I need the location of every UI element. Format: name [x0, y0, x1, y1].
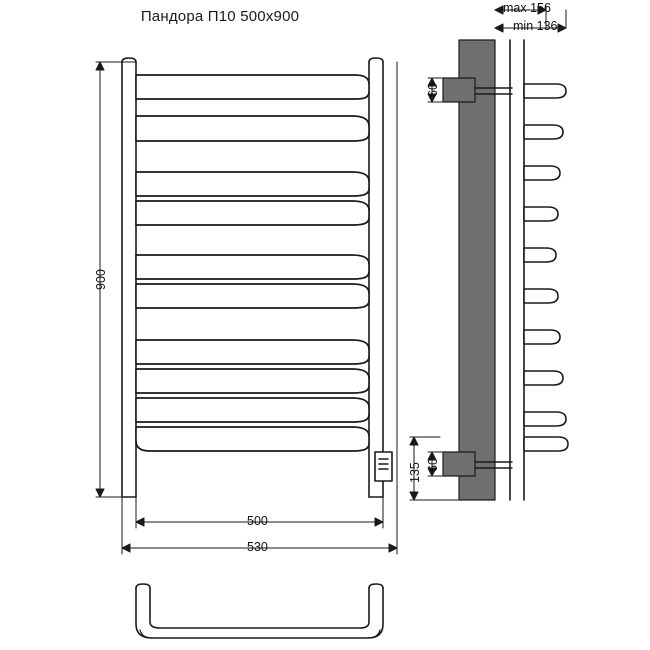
label-depth-min: min 136 — [513, 19, 558, 33]
label-top-offset-60: 60 — [426, 83, 440, 97]
side-wall — [459, 40, 495, 500]
front-left-post — [122, 58, 136, 497]
label-height-900: 900 — [94, 269, 108, 290]
side-rungs — [524, 84, 568, 451]
control-box-front — [375, 452, 392, 481]
label-depth-max: max 156 — [503, 1, 551, 15]
label-bottom-135: 135 — [408, 462, 422, 483]
label-bottom-60: 60 — [426, 458, 440, 472]
label-width-500: 500 — [247, 514, 268, 528]
front-rungs — [136, 75, 369, 451]
label-width-530: 530 — [247, 540, 268, 554]
bottom-plan-view — [136, 584, 383, 638]
front-right-post — [369, 58, 383, 497]
side-post — [510, 40, 524, 500]
page-title: Пандора П10 500х900 — [140, 8, 300, 25]
